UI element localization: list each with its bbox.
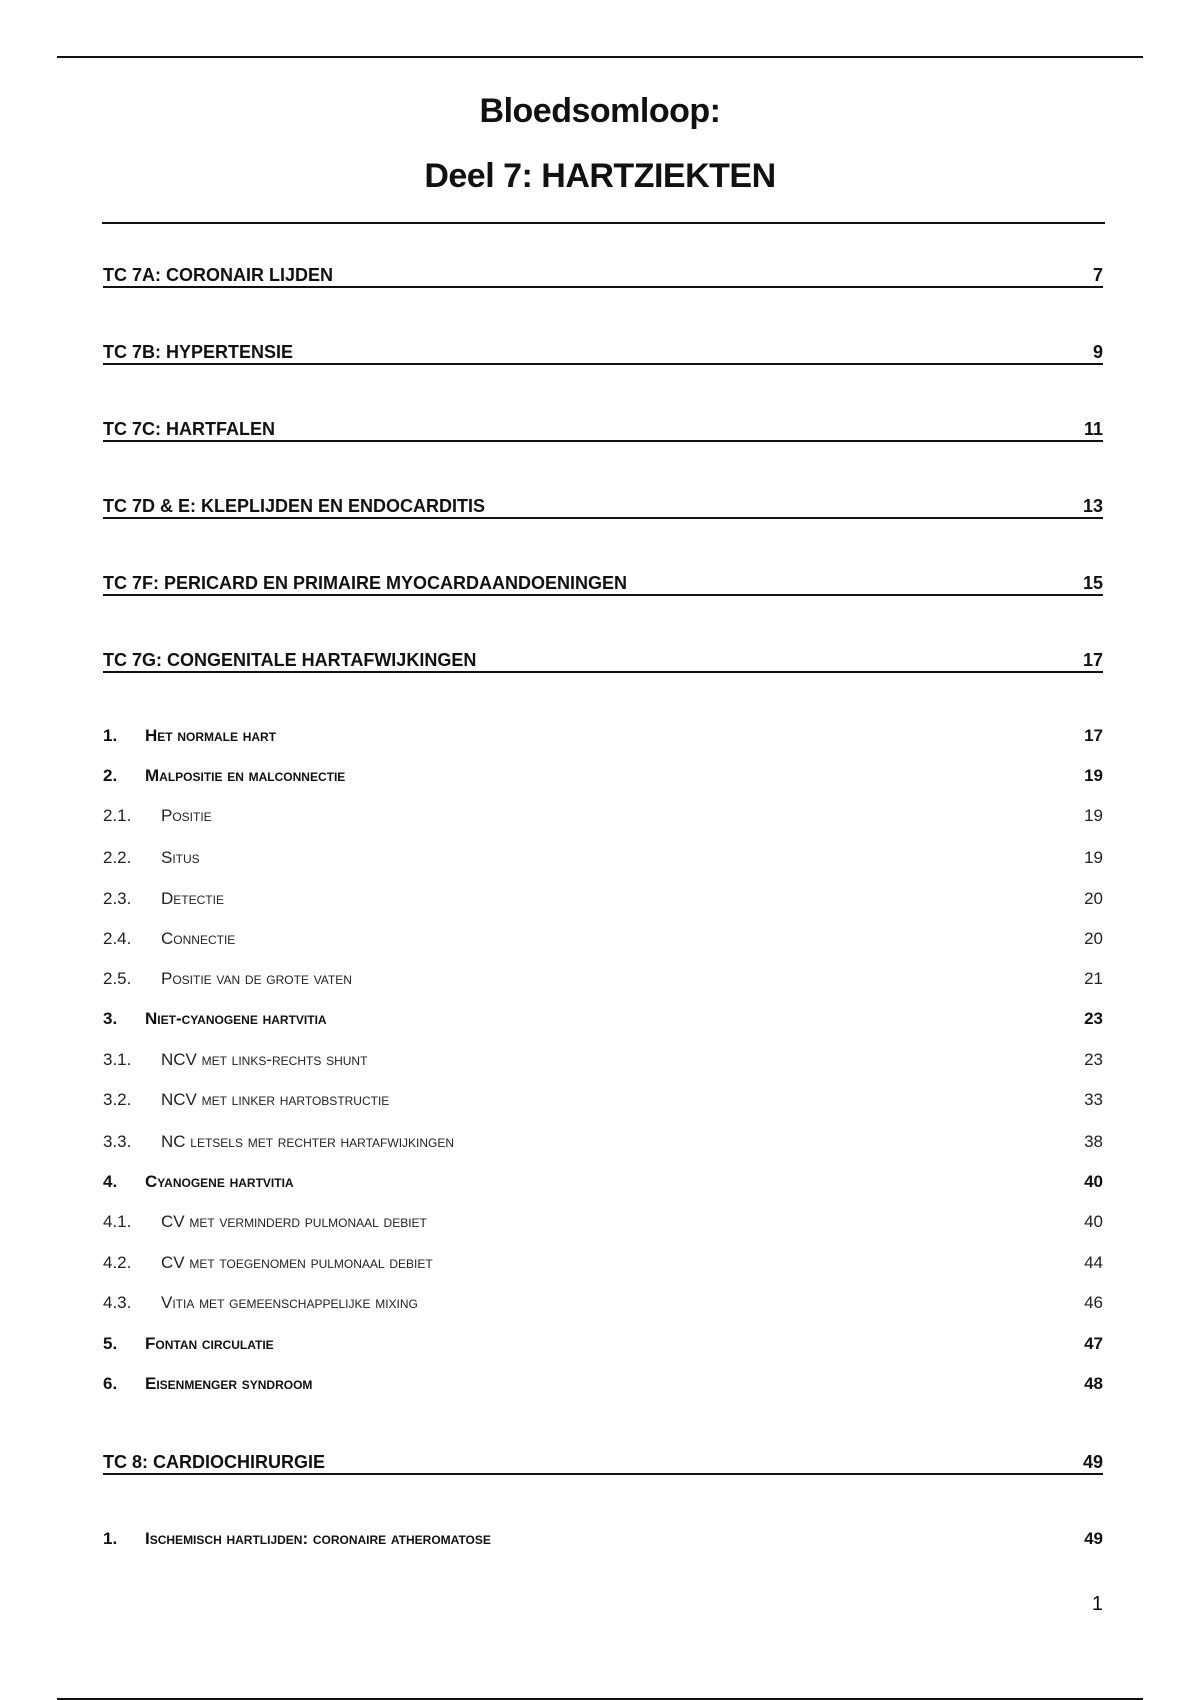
toc-chapter-tc7g[interactable] xyxy=(103,641,1103,673)
toc-section-label: CV met toegenomen pulmonaal debiet xyxy=(161,1253,433,1272)
toc-page-number: 7 xyxy=(1092,265,1103,285)
title-rule xyxy=(102,222,1105,224)
toc-subsection[interactable] xyxy=(103,1284,1103,1314)
toc-chapter-tc8[interactable] xyxy=(103,1443,1103,1475)
toc-section-number: 6. xyxy=(103,1374,118,1393)
toc-page-number: 17 xyxy=(1082,650,1103,670)
document-subtitle: Deel 7: HARTZIEKTEN xyxy=(424,157,776,195)
toc-chapter-tc7b[interactable] xyxy=(103,333,1103,365)
toc-page-number: 20 xyxy=(1084,889,1103,908)
page-number: 1 xyxy=(1091,1593,1103,1615)
toc-subsection[interactable] xyxy=(103,1081,1103,1111)
toc-section[interactable] xyxy=(103,1520,1103,1550)
toc-page-number: 19 xyxy=(1084,806,1103,825)
toc-section-label: CV met verminderd pulmonaal debiet xyxy=(161,1212,427,1231)
toc-subsection[interactable] xyxy=(103,1203,1103,1233)
toc-section-label: Vitia met gemeenschappelijke mixing xyxy=(161,1293,418,1312)
toc-section-label: Fontan circulatie xyxy=(145,1334,274,1353)
toc-page-number: 15 xyxy=(1082,573,1103,593)
toc-section-number: 1. xyxy=(103,726,118,745)
toc-section-label: NCV met links-rechts shunt xyxy=(161,1050,368,1069)
toc-section-number: 2. xyxy=(103,766,118,785)
toc-page-number: 33 xyxy=(1084,1090,1103,1109)
toc-section-number: 4.3. xyxy=(103,1293,132,1312)
toc-section-label: Positie xyxy=(161,806,212,825)
toc-page-number: 11 xyxy=(1083,419,1103,439)
toc-subsection[interactable] xyxy=(103,839,1103,869)
toc-page-number: 49 xyxy=(1084,1529,1103,1548)
toc-section[interactable] xyxy=(103,1365,1103,1395)
toc-section-label: Positie van de grote vaten xyxy=(161,969,352,988)
toc-section-number: 4.2. xyxy=(103,1253,132,1272)
toc-page-number: 23 xyxy=(1084,1009,1103,1028)
toc-section[interactable] xyxy=(103,757,1103,787)
toc-section-number: 2.5. xyxy=(103,969,132,988)
toc-subsection[interactable] xyxy=(103,797,1103,827)
toc-section-number: 3. xyxy=(103,1009,118,1028)
document-title: Bloedsomloop: xyxy=(479,92,721,130)
page-top-rule xyxy=(57,56,1143,58)
toc-subsection[interactable] xyxy=(103,960,1103,990)
toc-section-label: Connectie xyxy=(161,929,236,948)
toc-page-number: 23 xyxy=(1084,1050,1103,1069)
toc-section[interactable] xyxy=(103,1000,1103,1030)
toc-section-label: Niet-cyanogene hartvitia xyxy=(145,1009,327,1028)
toc-section-number: 2.1. xyxy=(103,806,132,825)
toc-chapter-tc7de[interactable] xyxy=(103,487,1103,519)
toc-chapter-label: TC 7D & E: KLEPLIJDEN EN ENDOCARDITIS xyxy=(103,496,486,516)
toc-subsection[interactable] xyxy=(103,880,1103,910)
toc-section-label: NCV met linker hartobstructie xyxy=(161,1090,390,1109)
toc-section-number: 4.1. xyxy=(103,1212,132,1231)
toc-page-number: 20 xyxy=(1084,929,1103,948)
toc-page-number: 13 xyxy=(1082,496,1103,516)
toc-chapter-label: TC 7B: HYPERTENSIE xyxy=(103,342,294,362)
toc-page-number: 49 xyxy=(1082,1452,1103,1472)
toc-section-number: 1. xyxy=(103,1529,118,1548)
toc-subsection[interactable] xyxy=(103,1123,1103,1153)
toc-page-number: 17 xyxy=(1084,726,1103,745)
toc-chapter-label: TC 7G: CONGENITALE HARTAFWIJKINGEN xyxy=(103,650,477,670)
toc-chapter-label: TC 7A: CORONAIR LIJDEN xyxy=(103,265,334,285)
toc-subsection[interactable] xyxy=(103,1244,1103,1274)
toc-section-label: Malpositie en malconnectie xyxy=(145,766,346,785)
toc-page-number: 9 xyxy=(1092,342,1103,362)
toc-section-label: Situs xyxy=(161,848,200,867)
toc-section-number: 4. xyxy=(103,1172,118,1191)
toc-page-number: 44 xyxy=(1084,1253,1103,1272)
toc-chapter-tc7f[interactable] xyxy=(103,564,1103,596)
toc-page-number: 40 xyxy=(1084,1212,1103,1231)
toc-chapter-label: TC 8: CARDIOCHIRURGIE xyxy=(103,1452,326,1472)
toc-subsection[interactable] xyxy=(103,1041,1103,1071)
toc-page-number: 38 xyxy=(1084,1132,1103,1151)
toc-page-number: 19 xyxy=(1084,848,1103,867)
toc-page-number: 40 xyxy=(1084,1172,1103,1191)
toc-section[interactable] xyxy=(103,1163,1103,1193)
toc-section-number: 2.4. xyxy=(103,929,132,948)
toc-page-number: 48 xyxy=(1084,1374,1103,1393)
toc-section-number: 3.3. xyxy=(103,1132,132,1151)
toc-section[interactable] xyxy=(103,717,1103,747)
toc-section-number: 2.3. xyxy=(103,889,132,908)
toc-section-label: Het normale hart xyxy=(145,726,277,745)
toc-chapter-tc7c[interactable] xyxy=(103,410,1103,442)
toc-page-number: 19 xyxy=(1084,766,1103,785)
toc-page-number: 21 xyxy=(1084,969,1103,988)
toc-section-label: Cyanogene hartvitia xyxy=(145,1172,294,1191)
toc-section-label: Eisenmenger syndroom xyxy=(145,1374,313,1393)
toc-subsection[interactable] xyxy=(103,920,1103,950)
toc-section-number: 3.2. xyxy=(103,1090,132,1109)
toc-section-number: 3.1. xyxy=(103,1050,132,1069)
toc-section-label: NC letsels met rechter hartafwijkingen xyxy=(161,1132,455,1151)
toc-page-number: 46 xyxy=(1084,1293,1103,1312)
toc-chapter-label: TC 7C: HARTFALEN xyxy=(103,419,275,439)
toc-section-label: Ischemisch hartlijden: coronaire atheromatose xyxy=(145,1529,491,1548)
toc-chapter-tc7a[interactable] xyxy=(103,256,1103,288)
toc-section[interactable] xyxy=(103,1325,1103,1355)
toc-section-number: 5. xyxy=(103,1334,118,1353)
toc-chapter-label: TC 7F: PERICARD EN PRIMAIRE MYOCARDAANDOENINGEN xyxy=(103,573,628,593)
toc-section-number: 2.2. xyxy=(103,848,132,867)
toc-section-label: Detectie xyxy=(161,889,224,908)
toc-page-number: 47 xyxy=(1084,1334,1103,1353)
